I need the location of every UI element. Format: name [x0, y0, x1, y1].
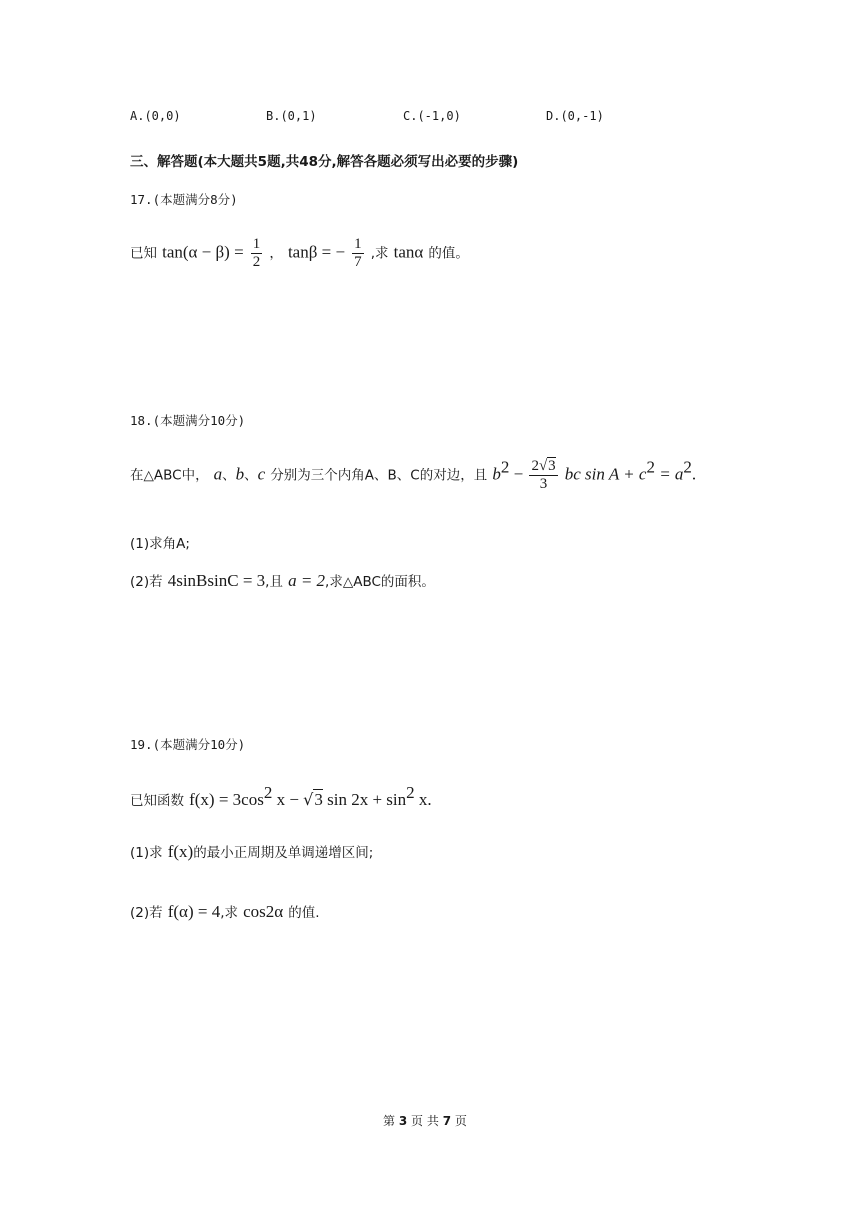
footer-page-number: 3 [398, 1114, 408, 1128]
q17-frac1-den: 2 [252, 253, 261, 270]
q19-part2 [130, 903, 320, 921]
q19-intro: 已知函数 [130, 793, 184, 809]
option-d: D.(0,-1) [546, 109, 604, 123]
q19-header: 19.(本题满分10分) [130, 737, 246, 752]
q19-fx-a: x − [272, 790, 304, 809]
page-footer [383, 1112, 467, 1129]
q17-fraction-2 [352, 236, 364, 270]
q19-part2-math-2: cos2α [243, 902, 284, 921]
q17-prefix: 已知 [130, 245, 157, 262]
q18-var-a: a [213, 464, 223, 484]
q18-eq-rest-2: = a [654, 464, 684, 484]
q18-eq-end: . [691, 464, 697, 484]
q17-fraction-1 [251, 236, 263, 270]
option-a: A.(0,0) [130, 109, 181, 123]
q18-part2-prefix: (2)若 [130, 574, 163, 590]
q19-sup-2: 2 [406, 783, 415, 802]
footer-total-pages: 7 [442, 1114, 452, 1128]
q17-header: 17.(本题满分8分) [130, 192, 238, 207]
q18-fraction [529, 458, 557, 492]
q18-sep-2: 、 [244, 467, 258, 484]
q19-part2-mid: ,求 [220, 905, 238, 921]
q17-statement [130, 236, 469, 270]
section-title: 三、解答题(本大题共5题,共48分,解答各题必须写出必要的步骤) [130, 154, 519, 170]
q19-part1-suffix: 的最小正周期及单调递增区间; [193, 845, 374, 861]
q18-statement [130, 458, 696, 492]
q18-eq-b: b [492, 464, 501, 484]
q17-frac1-num: 1 [252, 236, 261, 252]
q17-suffix-b: 的值。 [428, 245, 469, 262]
q18-eq-rest-1: bc sin A + c [564, 464, 647, 484]
footer-post: 页 [454, 1114, 467, 1128]
q18-part2-math-1: 4sinBsinC = 3 [167, 571, 266, 590]
q18-part2 [130, 572, 435, 590]
q17-suffix-a: ,求 [370, 245, 389, 262]
q18-intro: 在△ABC中， [130, 467, 209, 484]
q19-fx-b: sin 2x + sin [322, 790, 407, 809]
q18-frac-num: 2√3 [531, 458, 556, 474]
q17-math-1: tan(α − β) = [162, 242, 244, 262]
q18-header: 18.(本题满分10分) [130, 413, 246, 428]
q19-fx-sqrt3: 3 [314, 790, 323, 809]
q18-part1: (1)求角A; [130, 536, 190, 552]
q18-var-c: c [257, 464, 266, 484]
q18-var-b: b [235, 464, 245, 484]
q18-frac-den: 3 [539, 475, 548, 492]
q17-frac2-den: 7 [354, 253, 362, 270]
q18-part2-suffix: ,求△ABC的面积。 [325, 574, 435, 590]
q18-part2-math-2: a = 2 [288, 571, 326, 590]
option-b: B.(0,1) [266, 109, 317, 123]
q18-part2-mid: ,且 [265, 574, 283, 590]
q17-math-3: tanα [393, 242, 424, 262]
footer-pre: 第 [383, 1114, 396, 1128]
q19-sup-1: 2 [263, 783, 273, 802]
q17-frac2-num: 1 [354, 236, 362, 252]
footer-mid: 页 共 [411, 1114, 439, 1128]
q18-eq-sup-2: 2 [646, 457, 655, 477]
q18-sep-1: 、 [222, 467, 236, 484]
q18-eq-sup-3: 2 [683, 457, 692, 477]
q17-comma: ， [269, 245, 283, 262]
q19-part1 [130, 843, 373, 861]
q17-math-2: tanβ = − [287, 242, 346, 262]
q18-frac-num-2: 2 [531, 458, 539, 474]
q19-fx-lhs: f(x) = 3cos [189, 790, 264, 809]
q18-frac-num-sqrt3: 3 [548, 458, 556, 474]
q19-part2-math-1: f(α) = 4 [167, 902, 221, 921]
q19-statement: 已知函数 $f(x) = 3\cos^2$ x − √3 $\sin 2x + \sin^2 x$. [130, 783, 432, 809]
option-c: C.(-1,0) [403, 109, 461, 123]
q19-part2-suffix: 的值. [288, 905, 320, 921]
q19-part1-math: f(x) [167, 842, 194, 861]
q18-eq-sup-1: 2 [500, 457, 510, 477]
q18-eq-minus: − [509, 464, 528, 484]
q18-mid: 分别为三个内角A、B、C的对边，且 [270, 467, 488, 484]
q19-fx-c: x. [414, 790, 432, 809]
q19-part2-prefix: (2)若 [130, 905, 163, 921]
q19-part1-prefix: (1)求 [130, 845, 163, 861]
